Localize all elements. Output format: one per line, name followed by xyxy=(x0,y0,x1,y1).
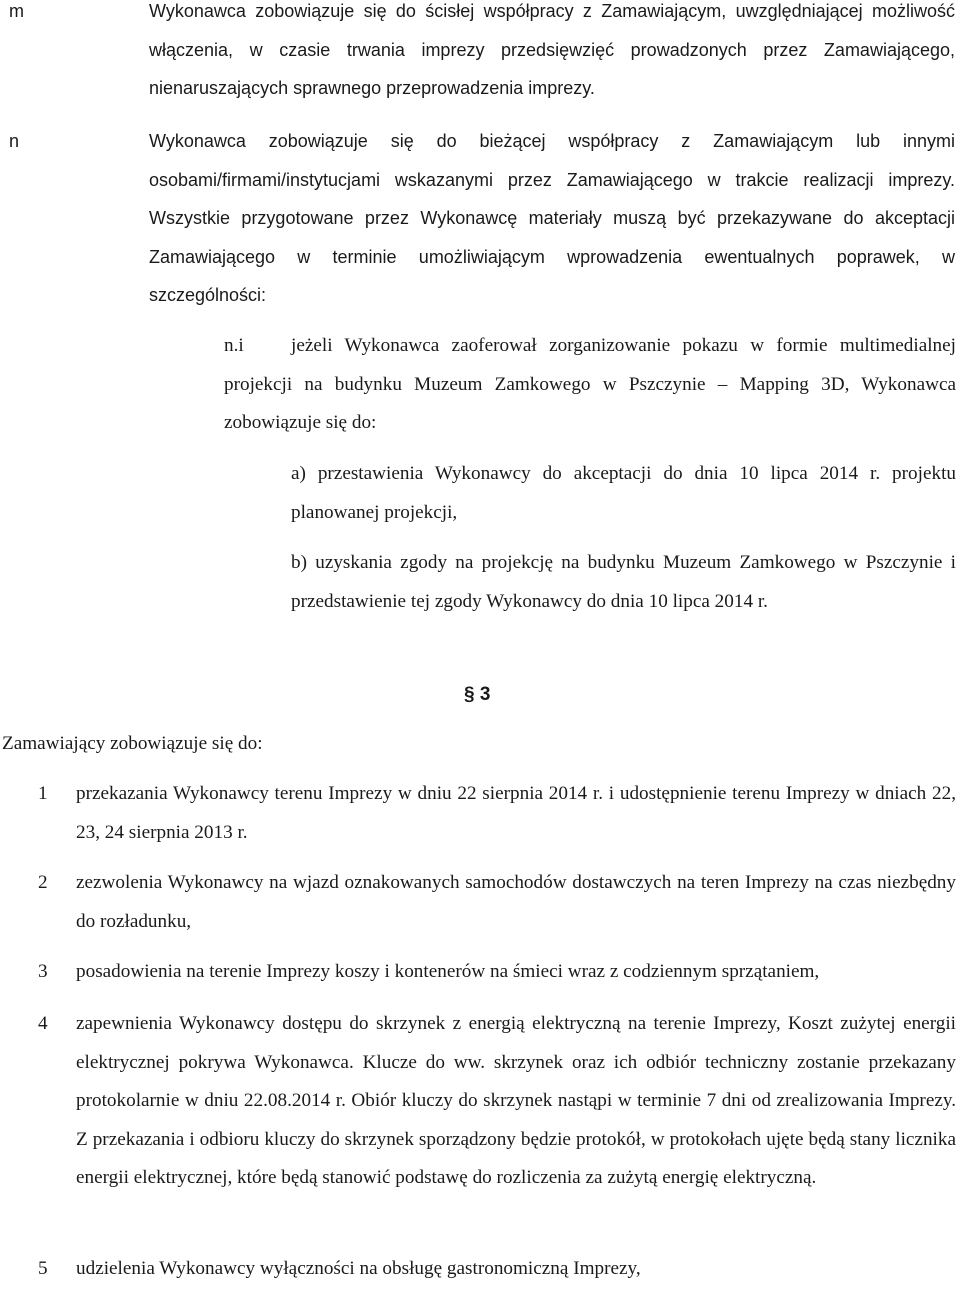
item-a-text: a) przestawienia Wykonawcy do akceptacji do dnia 10 lipca 2014 r. projektu planowanej projekcji, xyxy=(291,463,956,523)
section-marker-m: m xyxy=(9,1,24,21)
obligation-text: zezwolenia Wykonawcy na wjazd oznakowanych samochodów dostawczych na teren Imprezy na czas niezbędny do rozładunku, xyxy=(76,872,956,932)
obligation-text: przekazania Wykonawcy terenu Imprezy w dniu 22 sierpnia 2014 r. i udostępnienie terenu Imprezy w dniach 22, 23, 24 sierpnia 2013 r. xyxy=(76,783,956,843)
section-m-text: Wykonawca zobowiązuje się do ścisłej współpracy z Zamawiającym, uwzględniającej możliwość włączenia, w czasie trwania imprezy przedsięwzięć prowadzonych przez Zamawiającego, nienaruszających sprawnego przeprowadzenia imprezy. xyxy=(149,1,955,98)
obligation-number: 1 xyxy=(38,783,48,804)
obligation-number: 2 xyxy=(38,872,48,893)
section-marker-ni: n.i xyxy=(224,335,244,356)
obligation-text: zapewnienia Wykonawcy dostępu do skrzynek z energią elektryczną na terenie Imprezy, Koszt zużytej energii elektrycznej pokrywa Wykonawca. Klucze do ww. skrzynek oraz ich odbiór techniczny zostanie przekazany protokolarnie w dniu 22.08.2014 r. Obiór kluczy do skrzynek nastąpi w terminie 7 dni od zrealizowania Imprezy. Z przekazania i odbioru kluczy do skrzynek sporządzony będzie protokół, w protokołach ujęte będą stany licznika energii elektrycznej, które będą stanowić podstawę do rozliczenia za zużytą energię elektryczną. xyxy=(76,1013,956,1188)
obligation-text: posadowienia na terenie Imprezy koszy i kontenerów na śmieci wraz z codziennym sprzątaniem, xyxy=(76,961,820,982)
obligation-text: udzielenia Wykonawcy wyłączności na obsługę gastronomiczną Imprezy, xyxy=(76,1258,641,1279)
intro-text: Zamawiający zobowiązuje się do: xyxy=(2,733,263,754)
section-heading: § 3 xyxy=(464,684,491,705)
item-b-text: b) uzyskania zgody na projekcję na budynku Muzeum Zamkowego w Pszczynie i przedstawienie tej zgody Wykonawcy do dnia 10 lipca 2014 r. xyxy=(291,552,956,612)
obligation-number: 5 xyxy=(38,1258,48,1279)
section-n-text: Wykonawca zobowiązuje się do bieżącej współpracy z Zamawiającym lub innymi osobami/firmami/instytucjami wskazanymi przez Zamawiającego w trakcie realizacji imprezy. Wszystkie przygotowane przez Wykonawcę materiały muszą być przekazywane do akceptacji Zamawiającego w terminie umożliwiającym wprowadzenia ewentualnych poprawek, w szczególności: xyxy=(149,131,955,305)
section-ni-text: jeżeli Wykonawca zaoferował zorganizowanie pokazu w formie multimedialnej projekcji na budynku Muzeum Zamkowego w Pszczynie – Mapping 3D, Wykonawca zobowiązuje się do: xyxy=(224,335,956,433)
obligation-number: 3 xyxy=(38,961,48,982)
section-marker-n: n xyxy=(9,131,20,151)
obligation-number: 4 xyxy=(38,1013,48,1034)
